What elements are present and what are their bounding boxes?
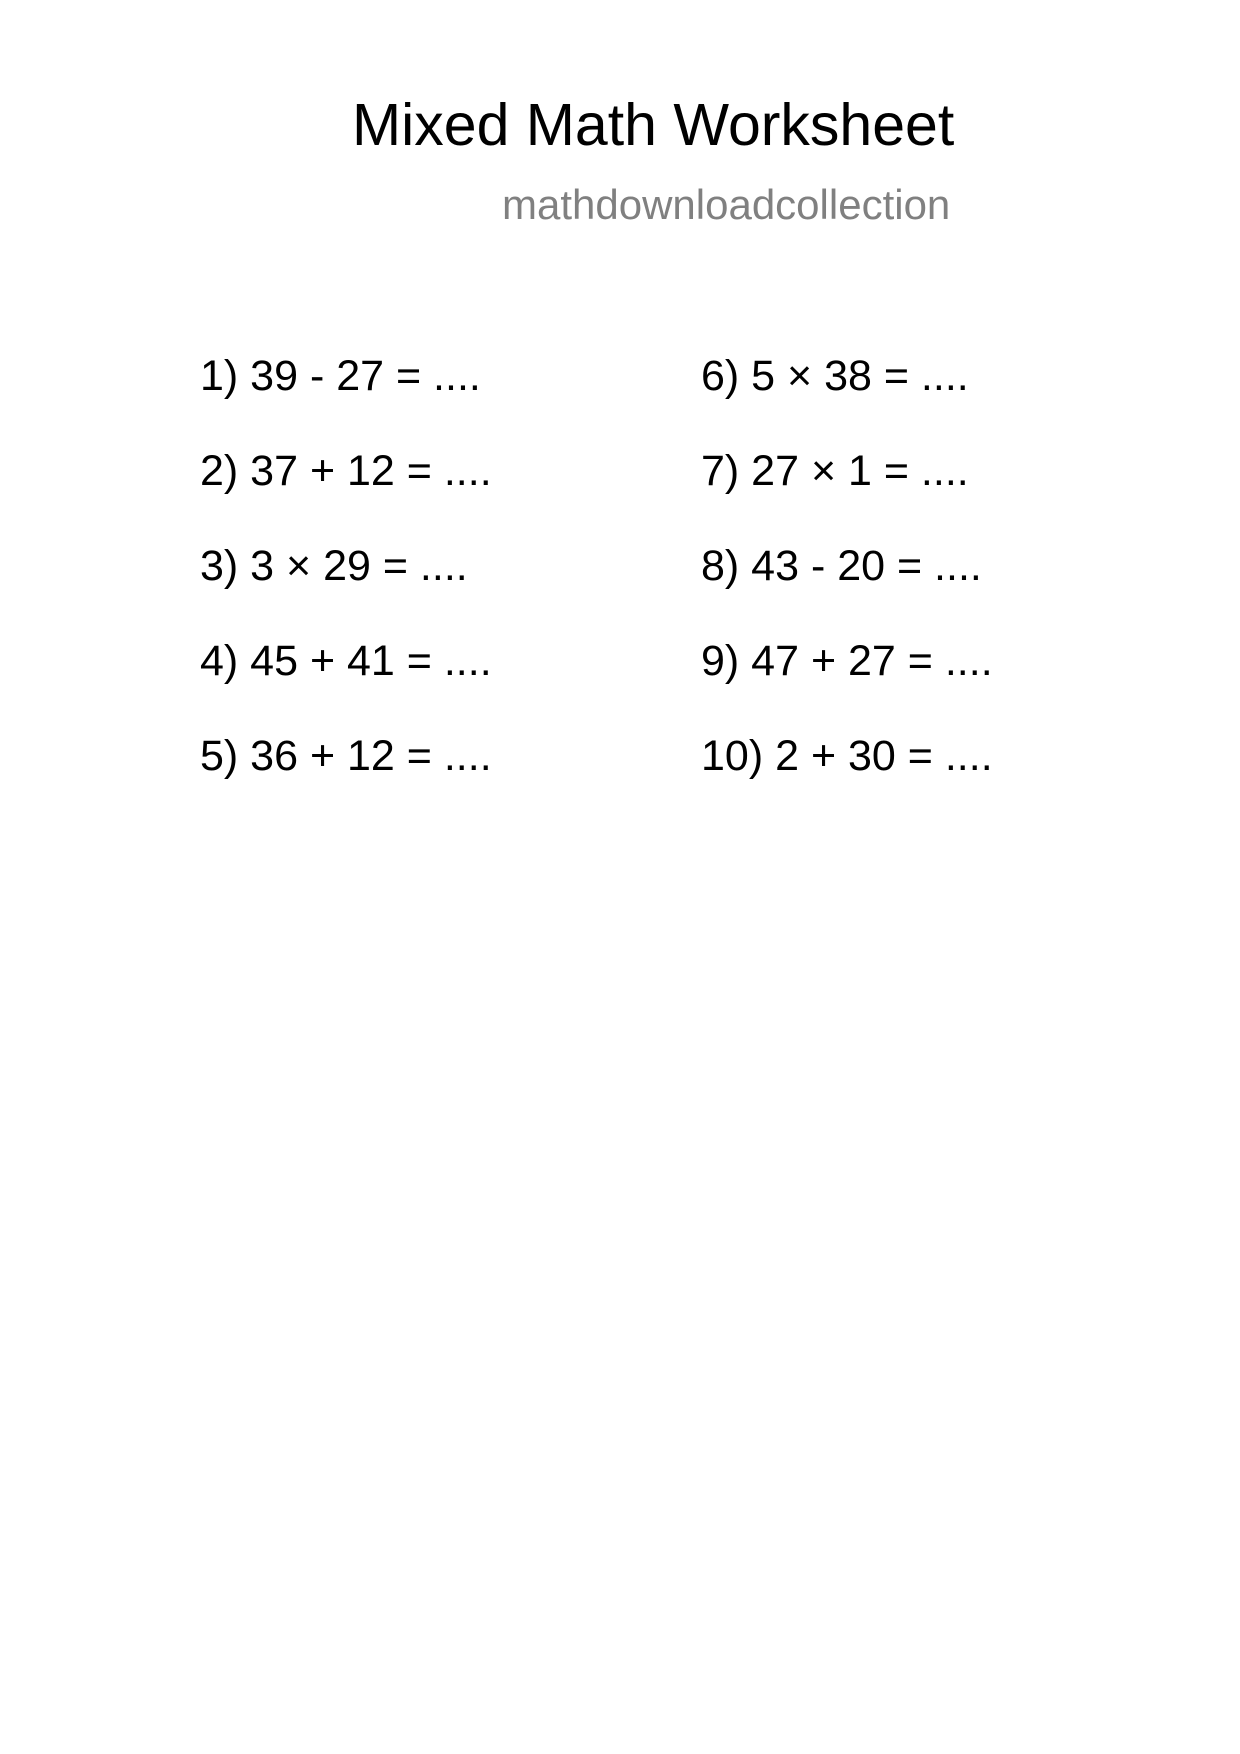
problem-5: 5) 36 + 12 = .... [200, 732, 492, 780]
worksheet-title: Mixed Math Worksheet [352, 92, 955, 158]
problem-3: 3) 3 × 29 = .... [200, 542, 468, 590]
problem-6: 6) 5 × 38 = .... [701, 352, 969, 400]
problem-7: 7) 27 × 1 = .... [701, 447, 969, 495]
problem-1: 1) 39 - 27 = .... [200, 352, 481, 400]
problem-4: 4) 45 + 41 = .... [200, 637, 492, 685]
problem-10: 10) 2 + 30 = .... [701, 732, 993, 780]
worksheet-subtitle: mathdownloadcollection [502, 181, 951, 228]
problem-2: 2) 37 + 12 = .... [200, 447, 492, 495]
problem-9: 9) 47 + 27 = .... [701, 637, 993, 685]
problem-8: 8) 43 - 20 = .... [701, 542, 982, 590]
